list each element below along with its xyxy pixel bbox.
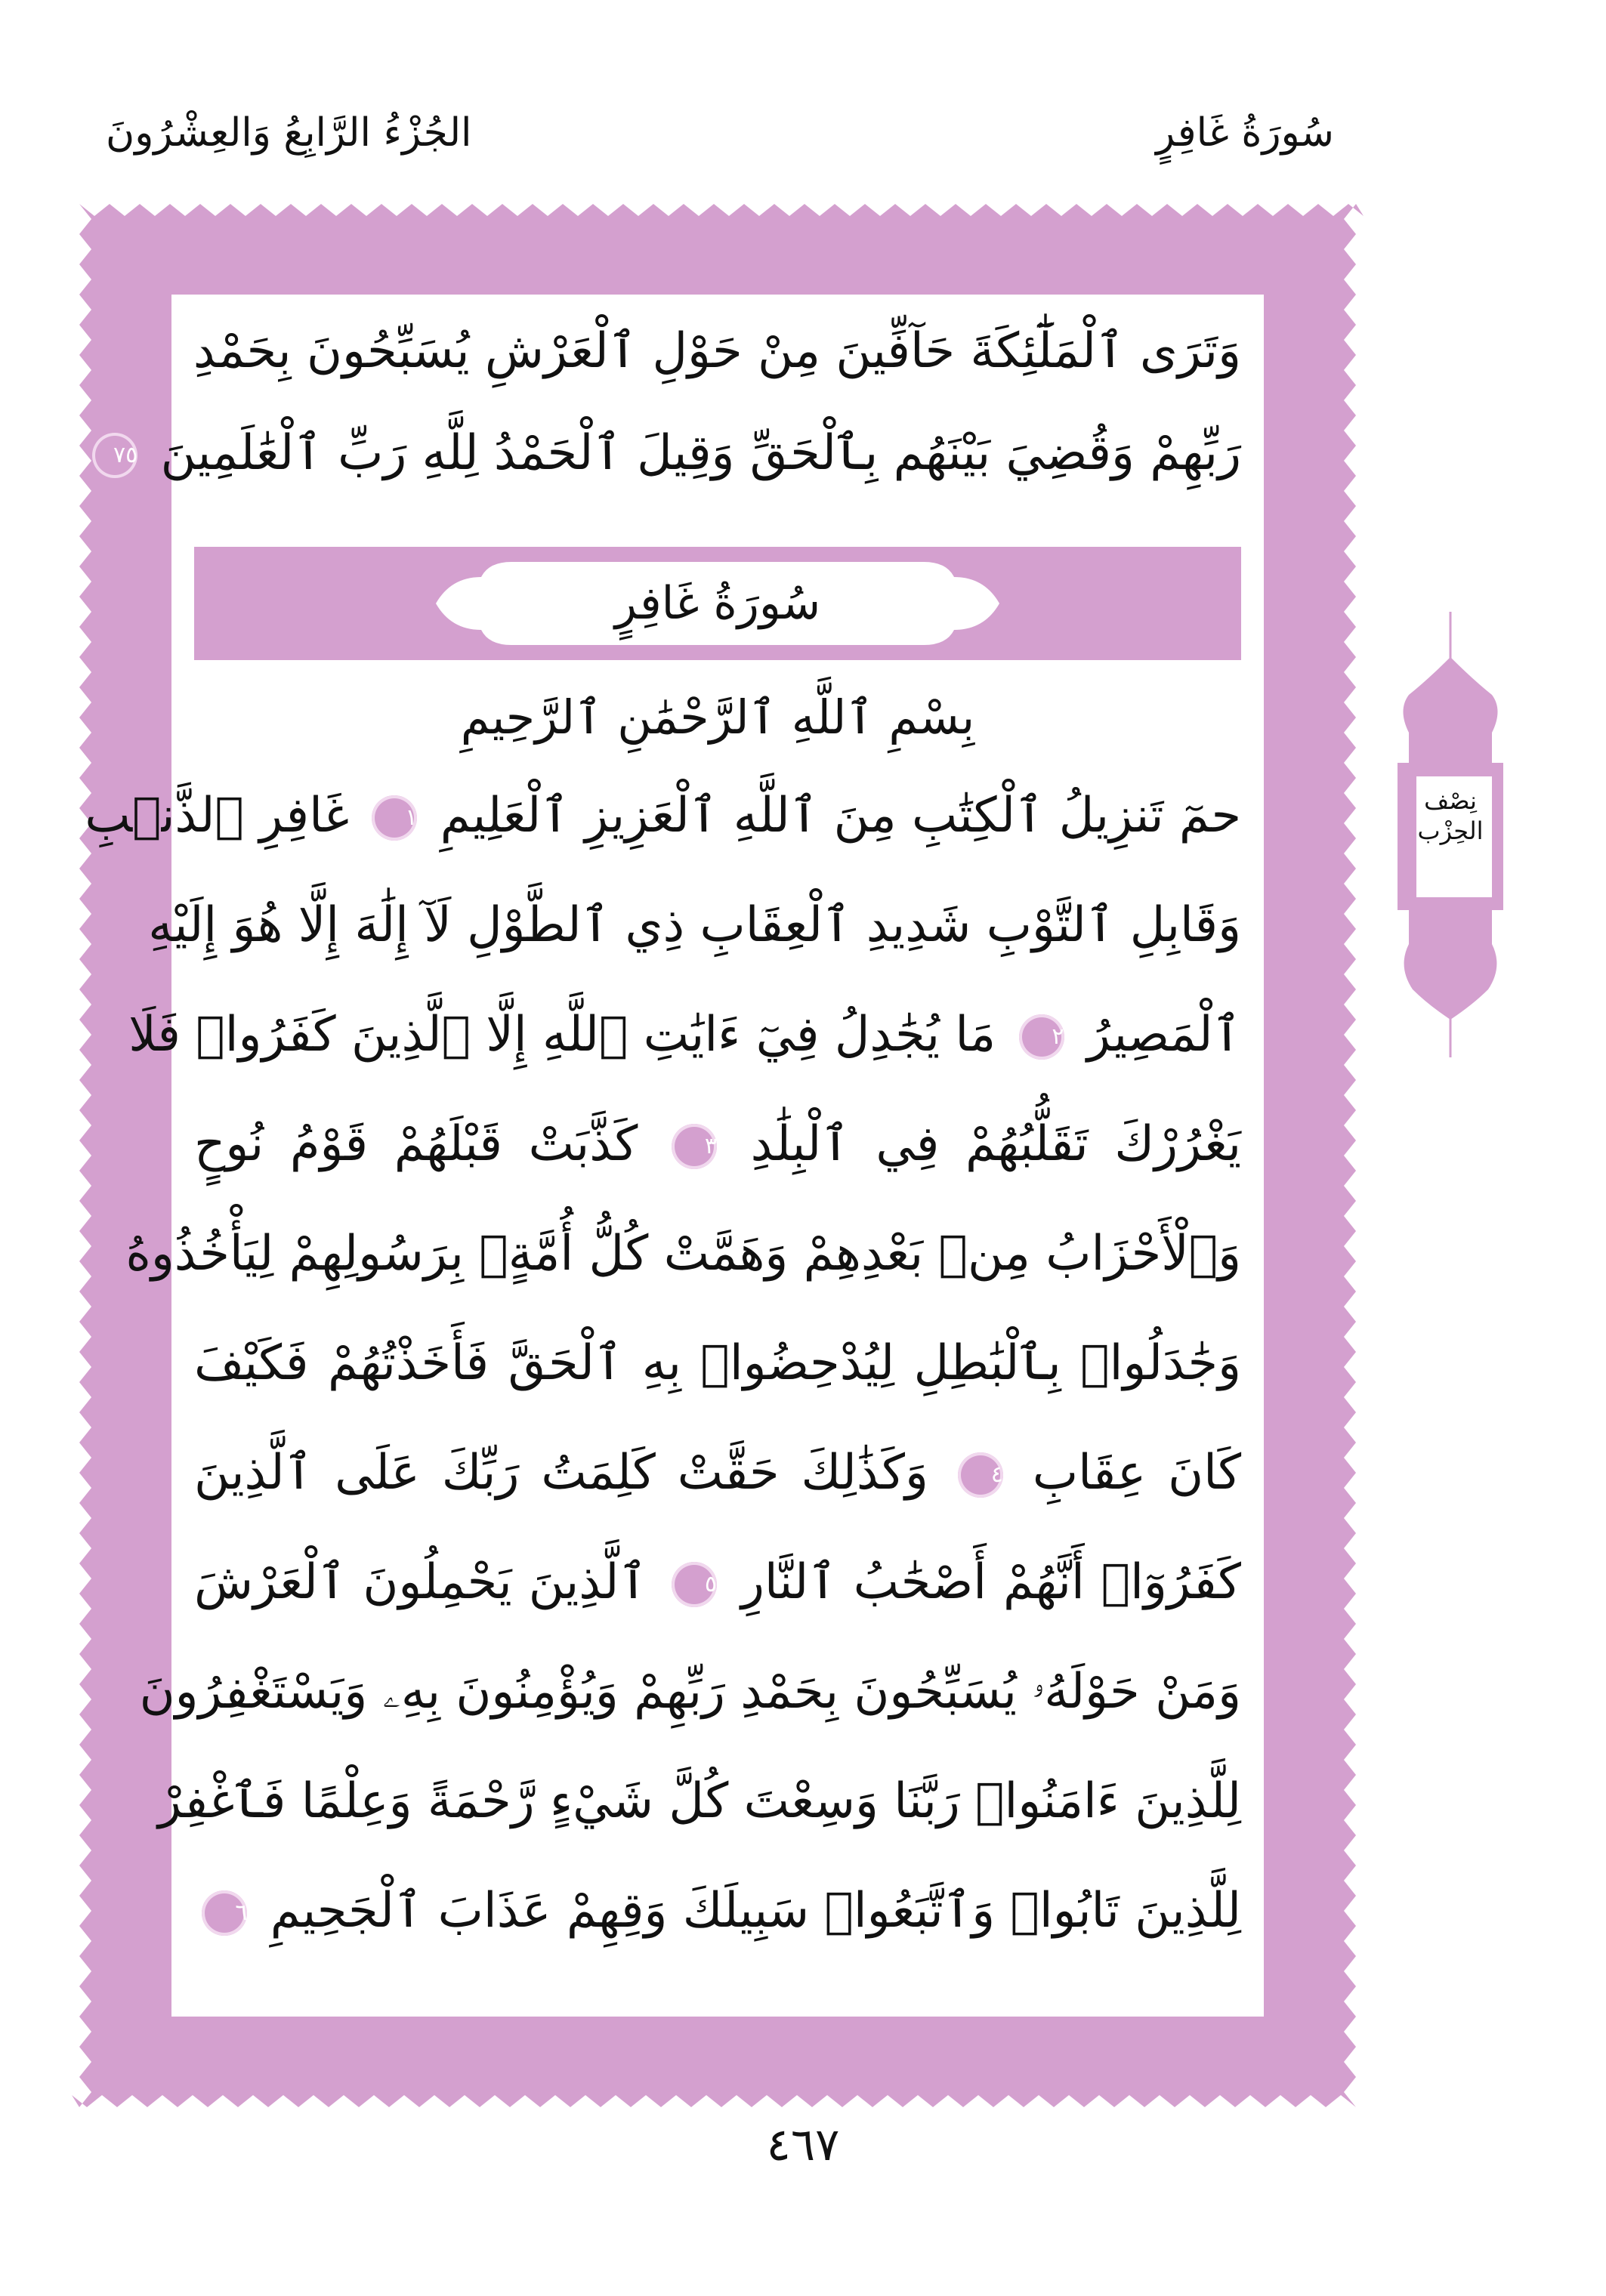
verse-line [85, 774, 1241, 857]
ayah-number-marker: ٤ [958, 1452, 1003, 1498]
ayah-number-marker: ٦ [202, 1890, 247, 1936]
ayah-number-marker: ٥ [672, 1562, 717, 1607]
hizb-marker-line: الحِزْب [1417, 816, 1484, 845]
page-number: ٤٦٧ [766, 2119, 840, 2171]
verse-line [113, 412, 1241, 495]
text-panel [85, 295, 1264, 2017]
verse-line [194, 1869, 1241, 1952]
verse-text: رَبِّهِمْ وَقُضِيَ بَيْنَهُم بِٱلْحَقِّ وَقِيلَ ٱلْحَمْدُ لِلَّهِ رَبِّ ٱلْعَٰلَمِينَ [160, 425, 1241, 481]
verse-text: وَقَابِلِ ٱلتَّوْبِ شَدِيدِ ٱلْعِقَابِ ذِي ٱلطَّوْلِ لَآ إِلَٰهَ إِلَّا هُوَ إِلَيْهِ [148, 897, 1241, 953]
verse-text: وَمَنْ حَوْلَهُۥ يُسَبِّحُونَ بِحَمْدِ رَبِّهِمْ وَيُؤْمِنُونَ بِهِۦ وَيَسْتَغْفِرُونَ [139, 1664, 1241, 1720]
surah-title: سُورَةُ غَافِرٍ [614, 577, 821, 630]
verse-text: كَفَرُوٓا۟ أَنَّهُمْ أَصْحَٰبُ ٱلنَّارِ [740, 1554, 1242, 1610]
hizb-marker-label [1394, 785, 1507, 846]
verse-text: وَٱلْأَحْزَابُ مِنۢ بَعْدِهِمْ وَهَمَّتْ كُلُّ أُمَّةٍۭ بِرَسُولِهِمْ لِيَأْخُذُوهُ [125, 1226, 1241, 1282]
header-juz-label: الجُزْءُ الرَّابِعُ وَالعِشْرُونَ [106, 110, 472, 156]
verse-line [194, 310, 1241, 393]
verse-text: وَكَذَٰلِكَ حَقَّتْ كَلِمَتُ رَبِّكَ عَلَى ٱلَّذِينَ [194, 1445, 928, 1501]
verse-line [139, 1650, 1241, 1733]
verse-text: حمٓ تَنزِيلُ ٱلْكِتَٰبِ مِنَ ٱللَّهِ ٱلْعَزِيزِ ٱلْعَلِيمِ [440, 788, 1241, 844]
verse-line [194, 1431, 1241, 1514]
verse-text: وَتَرَى ٱلْمَلَٰٓئِكَةَ حَآفِّينَ مِنْ حَوْلِ ٱلْعَرْشِ يُسَبِّحُونَ بِحَمْدِ [193, 323, 1241, 379]
surah-title-band [194, 547, 1241, 660]
verse-line [128, 993, 1241, 1076]
verse-text: كَذَّبَتْ قَبْلَهُمْ قَوْمُ نُوحٍ [194, 1116, 638, 1172]
verse-text: لِلَّذِينَ تَابُوا۟ وَٱتَّبَعُوا۟ سَبِيلَكَ وَقِهِمْ عَذَابَ ٱلْجَحِيمِ [270, 1883, 1241, 1939]
verse-line [158, 1760, 1241, 1843]
ayah-number-marker: ٣ [672, 1124, 717, 1169]
bismillah: بِسْمِ ٱللَّهِ ٱلرَّحْمَٰنِ ٱلرَّحِيمِ [460, 690, 975, 745]
verse-line [194, 1322, 1241, 1405]
verse-line [194, 1541, 1241, 1624]
verse-text: لِلَّذِينَ ءَامَنُوا۟ رَبَّنَا وَسِعْتَ كُلَّ شَيْءٍ رَّحْمَةً وَعِلْمًا فَٱغْفِرْ [158, 1773, 1241, 1829]
verse-line [194, 1103, 1241, 1186]
hizb-marker [1405, 612, 1518, 1057]
verse-text: يَغْرُرْكَ تَقَلُّبُهُمْ فِي ٱلْبِلَٰدِ [750, 1116, 1242, 1172]
ayah-number-marker: ٧٥ [92, 433, 137, 478]
verse-text: مَا يُجَٰدِلُ فِيٓ ءَايَٰتِ ٱللَّهِ إِلَّا ٱلَّذِينَ كَفَرُوا۟ فَلَا [128, 1007, 996, 1063]
hizb-marker-line: نِصْف [1424, 786, 1477, 815]
verse-line [148, 884, 1241, 967]
verse-text: ٱلْمَصِيرُ [1086, 1007, 1241, 1063]
ayah-number-marker: ١ [372, 795, 417, 841]
verse-text: وَجَٰدَلُوا۟ بِٱلْبَٰطِلِ لِيُدْحِضُوا۟ بِهِ ٱلْحَقَّ فَأَخَذْتُهُمْ فَكَيْفَ [194, 1335, 1241, 1391]
ayah-number-marker: ٢ [1019, 1014, 1064, 1060]
header-surah-name: سُورَةُ غَافِرٍ [1156, 110, 1334, 156]
verse-text: غَافِرِ ٱلذَّنۢبِ [85, 788, 350, 844]
verse-line [125, 1212, 1241, 1295]
verse-text: ٱلَّذِينَ يَحْمِلُونَ ٱلْعَرْشَ [194, 1554, 647, 1610]
verse-text: كَانَ عِقَابِ [1032, 1445, 1242, 1501]
